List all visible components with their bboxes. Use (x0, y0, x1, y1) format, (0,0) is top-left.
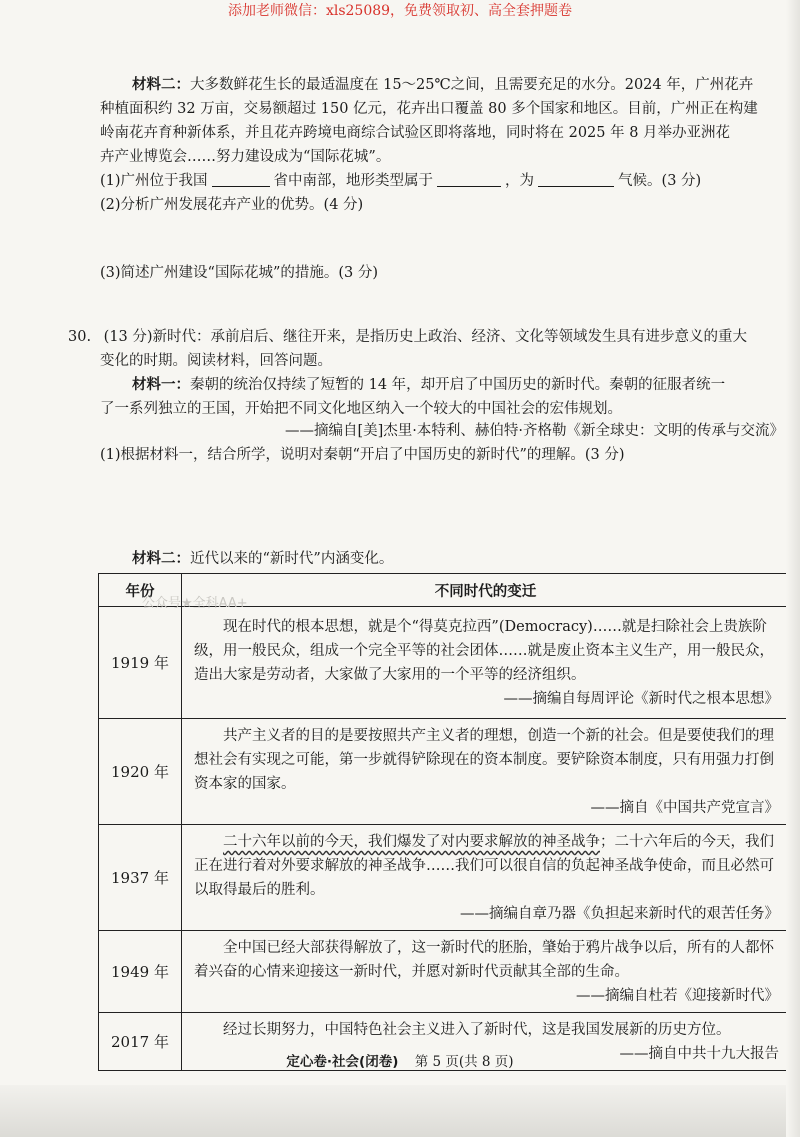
material2-line-1 (132, 74, 753, 96)
q30-line-1 (68, 326, 747, 348)
material2-line-4: 卉产业博览会……努力建设成为“国际花城”。 (100, 149, 391, 165)
material1-text-1: 秦朝的统治仅持续了短暂的 14 年，却开启了中国历史的新时代。秦朝的征服者统一 (190, 377, 726, 393)
q1-part-2: 省中南部，地形类型属于 (273, 173, 434, 189)
question-2: (2)分析广州发展花卉产业的优势。(4 分) (100, 197, 364, 213)
question-3: (3)简述广州建设“国际花城”的措施。(3 分) (100, 265, 379, 281)
table-row (99, 825, 790, 931)
footer-title: 定心卷·社会(闭卷) (286, 1054, 399, 1070)
scan-bottom-shadow (0, 1085, 800, 1137)
row-content (182, 719, 790, 825)
row-source: ——摘编自章乃器《负担起来新时代的艰苦任务》 (460, 906, 779, 922)
material2-line-3: 岭南花卉育种新体系，并且花卉跨境电商综合试验区即将落地，同时将在 2025 年 8 月举办亚洲花 (100, 125, 731, 141)
material1-line-1 (132, 374, 725, 396)
page-footer (0, 1050, 800, 1070)
material2-history-text: 近代以来的“新时代”内涵变化。 (190, 551, 394, 567)
row-content (182, 931, 790, 1013)
material1-source: ——摘编自[美]杰里·本特利、赫伯特·齐格勒《新全球史：文明的传承与交流》 (284, 423, 784, 439)
row-source: ——摘编自杜若《迎接新时代》 (576, 988, 779, 1004)
q1-part-3: ，为 (505, 173, 535, 189)
row-source: ——摘自中共十九大报告 (619, 1046, 779, 1062)
row-text-wavy: 二十六年以前的今天，我们爆发了对内要求解放的神圣战争 (223, 834, 600, 850)
climate-blank[interactable] (538, 172, 614, 187)
row-year: 2017 年 (99, 1013, 182, 1071)
row-year: 1949 年 (99, 931, 182, 1013)
row-year: 1919 年 (99, 607, 182, 719)
row-text (194, 830, 779, 902)
q30-sub-question-1: (1)根据材料一，结合所学，说明对秦朝“开启了中国历史的新时代”的理解。(3 分) (100, 447, 625, 463)
q30-line-2: 变化的时期。阅读材料，回答问题。 (100, 353, 332, 369)
footer-page: 第 5 页(共 8 页) (414, 1054, 514, 1070)
new-era-table (98, 573, 790, 1071)
q30-number: 30. (68, 329, 92, 345)
question-1 (100, 170, 701, 192)
q1-part-1: (1)广州位于我国 (100, 173, 208, 189)
row-text-rest: ；二十六年后的今天，我们正在进行着对外要求解放的神圣战争……我们可以很自信的负起神圣战争使命，而且必然可以取得最后的胜利。 (194, 834, 774, 898)
table-row (99, 719, 790, 825)
row-text: 全中国已经大部获得解放了，这一新时代的胚胎，肇始于鸦片战争以后，所有的人都怀着兴奋的心情来迎接这一新时代，并愿对新时代贡献其全部的生命。 (194, 940, 774, 980)
row-year: 1920 年 (99, 719, 182, 825)
scan-right-edge (786, 0, 800, 1137)
material1-line-2: 了一系列独立的王国，开始把不同文化地区纳入一个较大的中国社会的宏伟规划。 (100, 401, 622, 417)
province-blank[interactable] (212, 172, 270, 187)
row-source: ——摘编自每周评论《新时代之根本思想》 (503, 691, 779, 707)
table-row (99, 607, 790, 719)
row-content (182, 825, 790, 931)
row-content (182, 607, 790, 719)
material2-history-line (132, 548, 393, 570)
row-text: 现在时代的根本思想，就是个“得莫克拉西”(Democracy)……就是扫除社会上贵族阶级，用一般民众，组成一个完全平等的社会团体……就是废止资本主义生产，用一般民众，造出大家是劳动者，大家做了大家用的一个平等的经济组织。 (194, 619, 774, 683)
row-text: 经过长期努力，中国特色社会主义进入了新时代，这是我国发展新的历史方位。 (223, 1022, 731, 1038)
q30-intro: (13 分)新时代：承前启后、继往开来，是指历史上政治、经济、文化等领域发生具有进步意义的重大 (103, 329, 748, 345)
row-text: 共产主义者的目的是要按照共产主义者的理想，创造一个新的社会。但是要使我们的理想社会有实现之可能，第一步就得铲除现在的资本制度。要铲除资本制度，只有用强力打倒资本家的国家。 (194, 728, 774, 792)
row-source: ——摘自《中国共产党宣言》 (590, 800, 779, 816)
material1-label: 材料一： (132, 377, 190, 393)
ghost-watermark: 公众号★全科AA+ (142, 596, 248, 611)
watermark-banner: 添加老师微信：xls25089，免费领取初、高全套押题卷 (227, 3, 573, 19)
material2-history-label: 材料二： (132, 551, 190, 567)
header-change: 不同时代的变迁 (182, 574, 790, 607)
material2-line-2: 种植面积约 32 万亩，交易额超过 150 亿元，花卉出口覆盖 80 多个国家和地区。目前，广州正在构建 (100, 101, 758, 117)
material2-text-1: 大多数鲜花生长的最适温度在 15～25℃之间，且需要充足的水分。2024 年，广州花卉 (190, 77, 754, 93)
material2-label: 材料二： (132, 77, 190, 93)
terrain-blank[interactable] (437, 172, 501, 187)
row-year: 1937 年 (99, 825, 182, 931)
table-row (99, 931, 790, 1013)
header-year: 年份 (99, 574, 182, 607)
q1-part-4: 气候。(3 分) (618, 173, 702, 189)
